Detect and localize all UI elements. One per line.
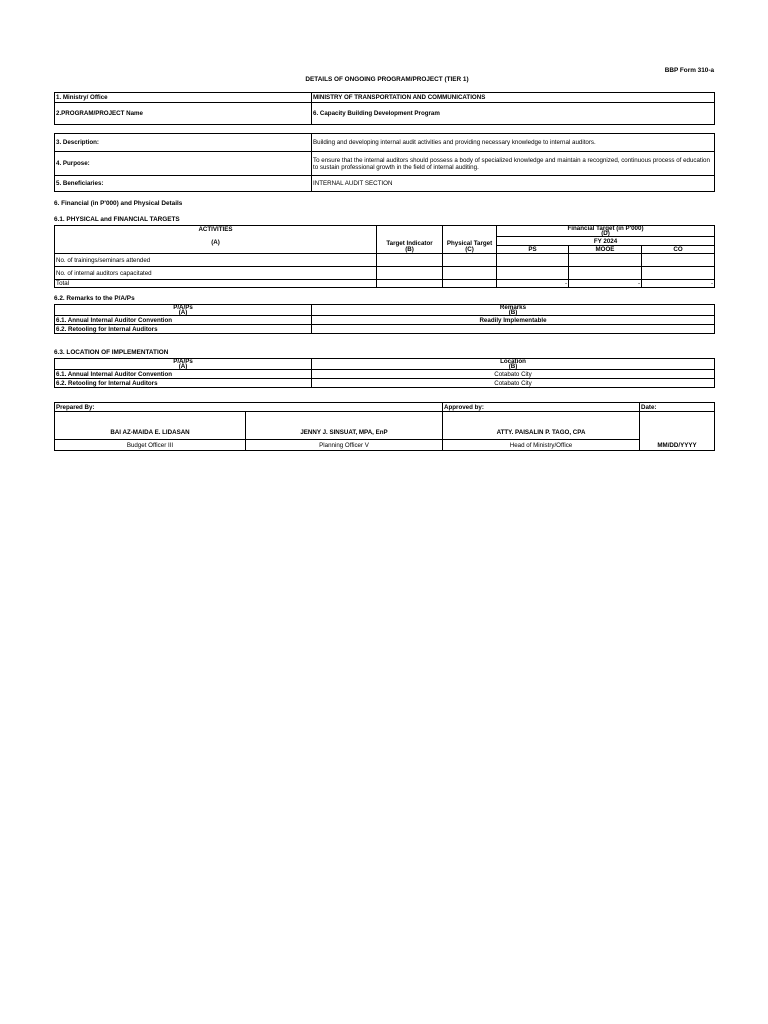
- col-activities: ACTIVITIES (A): [55, 226, 377, 254]
- location-title: 6.3. LOCATION OF IMPLEMENTATION: [54, 349, 169, 356]
- table-row: [55, 370, 715, 379]
- col-ps: PS: [497, 246, 569, 254]
- signature-table: [54, 402, 715, 451]
- location-value: Cotabato City: [312, 379, 715, 388]
- table-row: [55, 316, 715, 325]
- table-row: [55, 267, 715, 280]
- activity-name: No. of internal auditors capacitated: [55, 267, 377, 280]
- remarks-pap: 6.2. Retooling for Internal Auditors: [55, 325, 312, 334]
- purpose-label: 4. Purpose:: [55, 152, 312, 176]
- remarks-pap: 6.1. Annual Internal Auditor Convention: [55, 316, 312, 325]
- total-mooe: -: [569, 280, 642, 288]
- remarks-col-remarks: Remarks (B): [312, 305, 715, 316]
- location-table: [54, 358, 715, 388]
- signer2-name: JENNY J. SINSUAT, MPA, EnP: [246, 412, 443, 440]
- table-row: [55, 325, 715, 334]
- description-label: 3. Description:: [55, 134, 312, 152]
- program-label: 2.PROGRAM/PROJECT Name: [55, 103, 312, 125]
- approved-by-label: Approved by:: [443, 403, 640, 412]
- total-row: [55, 280, 715, 288]
- section6-1-title: 6.1. PHYSICAL and FINANCIAL TARGETS: [54, 216, 180, 223]
- table-row: [55, 254, 715, 267]
- col-co: CO: [642, 246, 715, 254]
- targets-table: [54, 225, 715, 288]
- signer3-name: ATTY. PAISALIN P. TAGO, CPA: [443, 412, 640, 440]
- ministry-label: 1. Ministry/ Office: [55, 93, 312, 103]
- page-title: DETAILS OF ONGOING PROGRAM/PROJECT (TIER 1): [305, 76, 469, 83]
- purpose-value: To ensure that the internal auditors should possess a body of specialized knowledge and maintain a recognized, continuous process of education to sustain professional growth in the field of internal auditing.: [312, 152, 715, 176]
- remarks-title: 6.2. Remarks to the P/A/Ps: [54, 295, 135, 302]
- total-label: Total: [55, 280, 377, 288]
- signer1-title: Budget Officer III: [55, 440, 246, 451]
- col-target-indicator: Target Indicator (B): [377, 226, 443, 254]
- remarks-value: Readily Implementable: [312, 316, 715, 325]
- section6-title: 6. Financial (in P'000) and Physical Details: [54, 200, 183, 207]
- info-table-top: [54, 92, 715, 125]
- description-value: Building and developing internal audit activities and providing necessary knowledge to internal auditors.: [312, 134, 715, 152]
- form-code: BBP Form 310-a: [664, 67, 714, 74]
- beneficiaries-value: INTERNAL AUDIT SECTION: [312, 176, 715, 192]
- fiscal-year: FY 2024: [497, 237, 715, 246]
- col-financial-target: Financial Target (in P'000) (D): [497, 226, 715, 237]
- location-pap: 6.1. Annual Internal Auditor Convention: [55, 370, 312, 379]
- remarks-table: [54, 304, 715, 334]
- remarks-value: [312, 325, 715, 334]
- date-value: MM/DD/YYYY: [640, 412, 715, 451]
- date-label: Date:: [640, 403, 715, 412]
- ministry-value: MINISTRY OF TRANSPORTATION AND COMMUNICATIONS: [312, 93, 715, 103]
- prepared-by-label: Prepared By:: [55, 403, 443, 412]
- col-mooe: MOOE: [569, 246, 642, 254]
- signer3-title: Head of Ministry/Office: [443, 440, 640, 451]
- activity-name: No. of trainings/seminars attended: [55, 254, 377, 267]
- total-co: -: [642, 280, 715, 288]
- location-value: Cotabato City: [312, 370, 715, 379]
- col-physical-target: Physical Target (C): [443, 226, 497, 254]
- location-pap: 6.2. Retooling for Internal Auditors: [55, 379, 312, 388]
- signer1-name: BAI AZ-MAIDA E. LIDASAN: [55, 412, 246, 440]
- location-col-location: Location (B): [312, 359, 715, 370]
- signer2-title: Planning Officer V: [246, 440, 443, 451]
- location-col-paps: P/A/Ps (A): [55, 359, 312, 370]
- total-ps: -: [497, 280, 569, 288]
- remarks-col-paps: P/A/Ps (A): [55, 305, 312, 316]
- table-row: [55, 379, 715, 388]
- info-table-details: [54, 133, 715, 192]
- program-value: 6. Capacity Building Development Program: [312, 103, 715, 125]
- beneficiaries-label: 5. Beneficiaries:: [55, 176, 312, 192]
